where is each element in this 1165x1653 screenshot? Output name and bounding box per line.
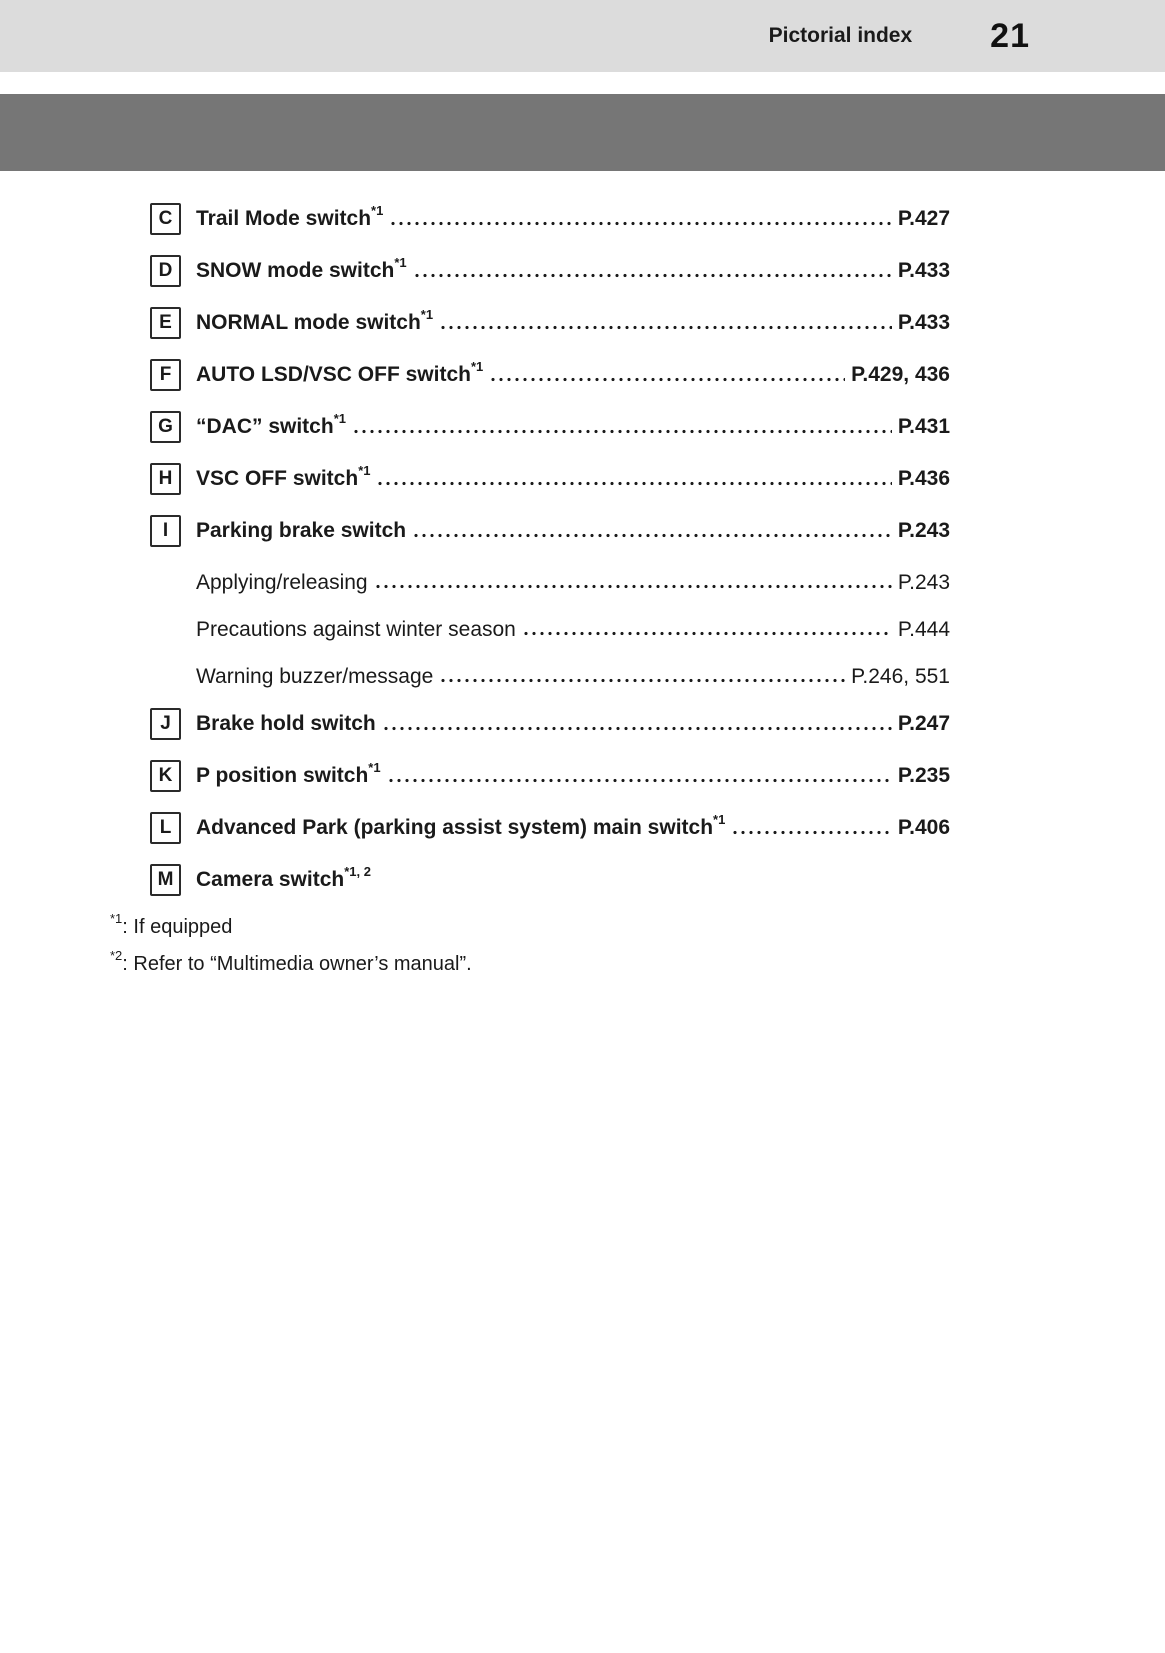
entry-letter-box: J [150, 708, 181, 740]
entry-page-ref: P.431 [897, 415, 950, 438]
entry-page-ref: P.247 [897, 712, 950, 735]
index-entry [150, 864, 950, 896]
entry-footnote-marker: *1 [358, 463, 371, 478]
entry-letter-box: D [150, 255, 181, 287]
entry-page-ref: P.433 [897, 259, 950, 282]
entry-letter-box: I [150, 515, 181, 547]
entry-page-ref: P.444 [897, 617, 950, 641]
footnotes [110, 911, 1165, 976]
index-entry [150, 359, 950, 391]
entry-letter-box: E [150, 307, 181, 339]
dotted-leader [376, 481, 891, 486]
index-list [150, 203, 950, 896]
dotted-leader [439, 325, 892, 330]
entry-footnote-marker: *1 [420, 307, 434, 322]
entry-label: Camera switch$^{*1, 2}$ [196, 864, 371, 891]
footnote-marker: *2 [110, 948, 123, 964]
entry-label: “DAC” switch$^{*1}$ [196, 411, 346, 438]
dotted-leader [387, 778, 892, 783]
entry-label: Advanced Park (parking assist system) main switch$^{*1}$ [196, 812, 726, 839]
entry-footnote-marker: *1 [394, 255, 407, 270]
index-subentry [150, 614, 950, 645]
entry-page-ref: P.433 [897, 311, 950, 334]
entry-footnote-marker: *1, 2 [344, 864, 371, 879]
entry-label: Warning buzzer/message [196, 664, 434, 688]
entry-footnote-marker: *1 [368, 760, 381, 775]
entry-footnote-marker: *1 [713, 812, 726, 827]
index-entry [150, 203, 950, 235]
entry-page-ref: P.427 [897, 207, 950, 230]
index-entry [150, 463, 950, 495]
dotted-leader [352, 429, 892, 434]
page-header [0, 0, 1165, 72]
entry-label: Precautions against winter season [196, 617, 516, 641]
entry-footnote-marker: *1 [470, 359, 484, 374]
index-entry [150, 255, 950, 287]
index-entry [150, 760, 950, 792]
footnote-text: : Refer to “Multimedia owner’s manual”. [122, 953, 472, 975]
entry-label: VSC OFF switch$^{*1}$ [196, 463, 371, 490]
entry-letter-box: L [150, 812, 181, 844]
entry-letter-box: H [150, 463, 181, 495]
entry-label: Applying/releasing [196, 570, 368, 594]
index-entry [150, 708, 950, 740]
page-header-title: Pictorial index [768, 24, 913, 47]
dotted-leader [439, 678, 845, 683]
entry-label: P position switch$^{*1}$ [196, 760, 381, 787]
footnote-text: : If equipped [122, 916, 233, 938]
index-subentry [150, 661, 950, 692]
entry-page-ref: P.243 [897, 519, 950, 542]
entry-label: Brake hold switch [196, 712, 376, 735]
entry-label: NORMAL mode switch$^{*1}$ [196, 307, 434, 334]
entry-page-ref: P.429, 436 [851, 363, 950, 386]
dotted-leader [731, 830, 891, 835]
dotted-leader [382, 726, 892, 731]
entry-letter-box: G [150, 411, 181, 443]
dotted-leader [413, 273, 892, 278]
index-entry [150, 515, 950, 547]
entry-letter-box: K [150, 760, 181, 792]
entry-page-ref: P.243 [897, 570, 950, 594]
entry-label: Parking brake switch [196, 519, 407, 542]
dotted-leader [374, 584, 892, 589]
page-number: 21 [990, 16, 1030, 55]
section-banner [0, 94, 1165, 171]
footnote-1 [110, 911, 1165, 939]
entry-page-ref: P.436 [897, 467, 950, 490]
entry-label: Trail Mode switch$^{*1}$ [196, 203, 384, 230]
entry-page-ref: P.246, 551 [851, 664, 950, 688]
entry-label: SNOW mode switch$^{*1}$ [196, 255, 407, 282]
index-entry [150, 411, 950, 443]
entry-label: AUTO LSD/VSC OFF switch$^{*1}$ [196, 359, 484, 386]
entry-letter-box: F [150, 359, 181, 391]
dotted-leader [522, 631, 892, 636]
index-entry [150, 307, 950, 339]
entry-footnote-marker: *1 [333, 411, 346, 426]
footnote-2 [110, 948, 1165, 976]
dotted-leader [412, 533, 892, 538]
entry-footnote-marker: *1 [371, 203, 384, 218]
entry-letter-box: M [150, 864, 181, 896]
entry-letter-box: C [150, 203, 181, 235]
entry-page-ref: P.406 [897, 816, 950, 839]
index-subentry [150, 567, 950, 598]
index-entry [150, 812, 950, 844]
entry-page-ref: P.235 [897, 764, 950, 787]
dotted-leader [389, 221, 891, 226]
dotted-leader [489, 377, 845, 382]
footnote-marker: *1 [110, 911, 123, 927]
